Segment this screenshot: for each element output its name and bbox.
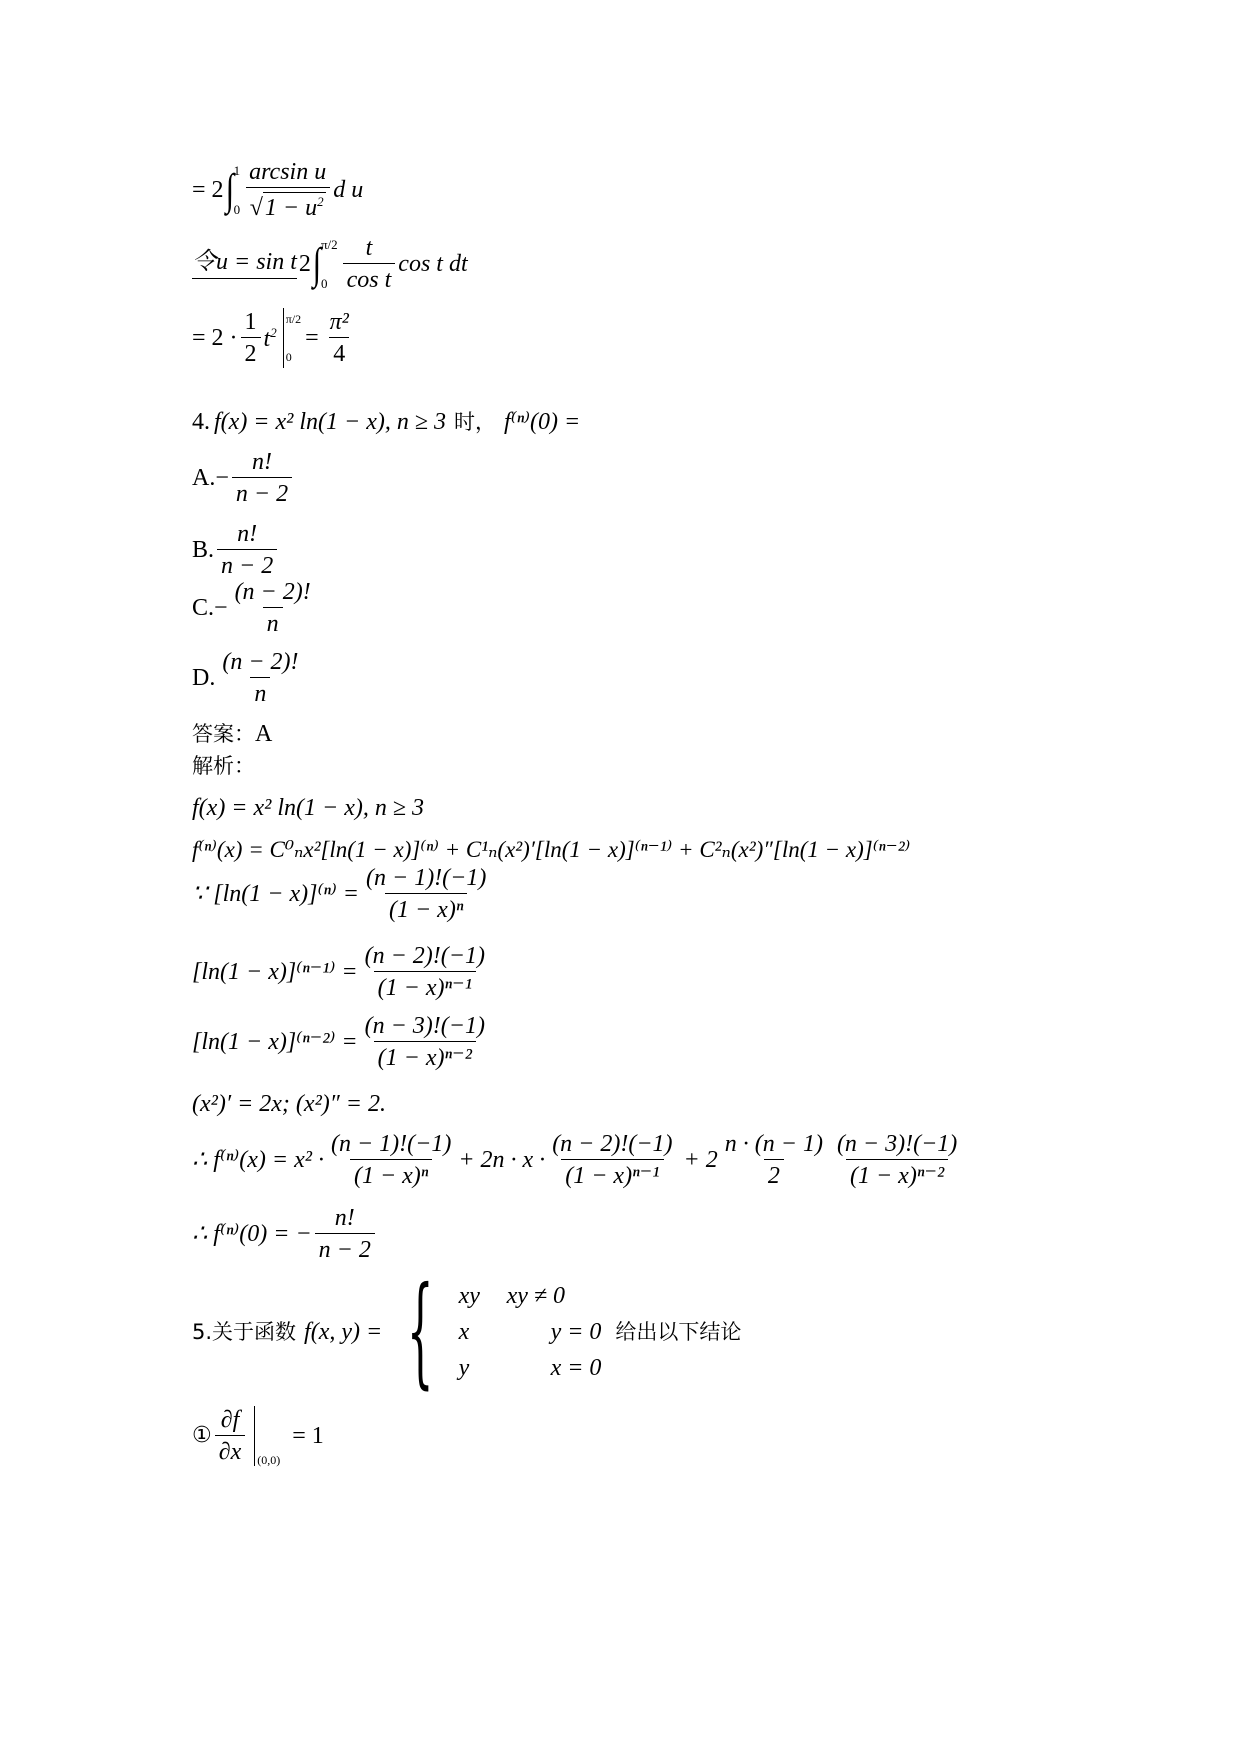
step-lhs: [ln(1 − x)]⁽ⁿ⁻²⁾ = — [192, 1029, 358, 1055]
step-lhs: ∵ [ln(1 − x)]⁽ⁿ⁾ = — [192, 881, 359, 907]
solution-step-1 — [192, 796, 424, 820]
option-label: B. — [192, 537, 215, 563]
step-lhs: [ln(1 − x)]⁽ⁿ⁻¹⁾ = — [192, 959, 358, 985]
solution-step-5 — [192, 1014, 492, 1070]
substitution-label: 令u = sin t — [192, 250, 297, 279]
result-fraction — [326, 310, 353, 366]
solution-step-2 — [192, 838, 910, 861]
option-fraction — [231, 580, 315, 636]
question-prefix: 5.关于函数 — [192, 1319, 297, 1344]
step-text: f⁽ⁿ⁾(x) = C⁰ₙx²[ln(1 − x)]⁽ⁿ⁾ + C¹ₙ(x²)′[ln(1 − x)]⁽ⁿ⁻¹⁾ + C²ₙ(x²)″[ln(1 − x)]⁽ⁿ⁻²⁾ — [192, 837, 911, 862]
lower-limit: 0 — [233, 202, 241, 217]
differential: d u — [333, 177, 364, 203]
case-cond: x = 0 — [550, 1355, 602, 1381]
evaluation-point: (0,0) — [257, 1453, 281, 1467]
option-fraction — [232, 450, 292, 506]
option-sign: − — [215, 465, 229, 491]
denominator: n − 2 — [315, 1233, 375, 1262]
eq-prefix: = 2 — [192, 177, 224, 203]
denominator: cos t — [343, 263, 396, 292]
lower-limit: 0 — [320, 276, 328, 291]
step-plus: + 2 — [683, 1147, 718, 1173]
option-d[interactable] — [192, 650, 306, 706]
analysis-heading — [192, 756, 255, 777]
solution-step-8 — [192, 1206, 378, 1262]
integral-sign: ∫ — [312, 239, 322, 288]
integral-limits — [321, 238, 338, 290]
option-fraction — [217, 522, 277, 578]
numerator: n · (n − 1) — [724, 1131, 823, 1157]
evaluation-bar — [283, 308, 284, 368]
integrand-tail: cos t dt — [398, 251, 468, 277]
q5-item-1 — [192, 1406, 324, 1466]
step-fraction-1 — [327, 1132, 455, 1188]
question-target: f⁽ⁿ⁾(0) = — [504, 409, 581, 435]
numerator: n! — [251, 449, 272, 475]
variable: $t^2$ — [263, 324, 277, 352]
integral-line-2 — [192, 236, 468, 292]
answer-value: A — [255, 721, 273, 747]
fraction — [245, 160, 330, 220]
denominator: n — [250, 677, 270, 706]
case-expr: xy — [458, 1283, 480, 1309]
integral-sign: ∫ — [225, 165, 234, 214]
sqrt: √ $1 - u^2$ — [249, 194, 324, 221]
q4-stem — [192, 410, 580, 434]
step-fraction — [361, 1014, 489, 1070]
denominator: (1 − x)ⁿ⁻² — [846, 1159, 948, 1188]
denominator: 2 — [764, 1159, 784, 1188]
step-text: f(x) = x² ln(1 − x), n ≥ 3 — [192, 795, 425, 821]
upper-limit: π/2 — [285, 312, 302, 326]
option-label: D. — [192, 665, 216, 691]
denominator: (1 − x)ⁿ — [385, 893, 467, 922]
upper-limit: π/2 — [320, 237, 338, 252]
eq-prefix: = 2 · — [192, 325, 238, 351]
denominator: 4 — [329, 337, 349, 366]
numerator: (n − 3)!(−1) — [364, 1013, 485, 1039]
circled-number: ① — [192, 1423, 212, 1448]
step-fraction-2 — [548, 1132, 676, 1188]
option-c[interactable] — [192, 580, 318, 636]
analysis-label: 解析： — [192, 754, 255, 778]
numerator: n! — [334, 1205, 355, 1231]
numerator: (n − 2)! — [234, 579, 311, 605]
exponent: 2 — [317, 194, 324, 209]
item-value: = 1 — [292, 1423, 324, 1449]
case-cond: y = 0 — [550, 1319, 602, 1345]
denominator: ∂x — [215, 1435, 246, 1464]
piecewise-cases — [459, 1284, 602, 1380]
solution-step-6 — [192, 1092, 386, 1116]
answer-line — [192, 722, 272, 746]
integral-limits — [234, 164, 241, 216]
numerator: ∂f — [220, 1407, 240, 1433]
upper-limit: 1 — [233, 163, 241, 178]
solution-step-4 — [192, 944, 492, 1000]
step-text: (x²)′ = 2x; (x²)″ = 2. — [192, 1091, 386, 1117]
coef: 2 — [298, 251, 311, 277]
step-lhs: ∴ f⁽ⁿ⁾(x) = x² · — [192, 1147, 324, 1173]
evaluation-bar — [254, 1406, 255, 1466]
option-a[interactable] — [192, 450, 295, 506]
numerator: (n − 1)!(−1) — [330, 1131, 452, 1157]
answer-label: 答案： — [192, 721, 255, 746]
denominator: n − 2 — [217, 549, 277, 578]
radicand: 1 − u — [264, 195, 318, 221]
denominator: n − 2 — [232, 477, 292, 506]
q5-stem — [192, 1262, 742, 1401]
question-number: 4. — [192, 409, 210, 435]
case-cond: xy ≠ 0 — [506, 1283, 566, 1309]
case-expr: y — [458, 1355, 470, 1381]
numerator: arcsin u — [249, 159, 327, 185]
option-b[interactable] — [192, 522, 280, 578]
step-fraction — [361, 944, 489, 1000]
numerator: (n − 2)!(−1) — [552, 1131, 673, 1157]
lower-limit: 0 — [285, 350, 292, 364]
option-label: C. — [192, 595, 215, 621]
integral-line-1 — [192, 160, 363, 220]
denominator: (1 − x)ⁿ⁻¹ — [561, 1159, 663, 1188]
numerator: (n − 3)!(−1) — [836, 1131, 958, 1157]
evaluation-limits — [286, 313, 301, 363]
numerator: (n − 1)!(−1) — [366, 865, 487, 891]
fraction-half — [241, 310, 261, 366]
step-fraction — [362, 866, 490, 922]
evaluation-point-wrap — [257, 1406, 280, 1466]
denominator: (1 − x)ⁿ⁻¹ — [374, 971, 476, 1000]
step-fraction-4 — [833, 1132, 961, 1188]
numerator: π² — [329, 309, 349, 335]
denominator: (1 − x)ⁿ⁻² — [374, 1041, 476, 1070]
left-brace: { — [407, 1262, 434, 1401]
option-label: A. — [192, 465, 216, 491]
numerator: 1 — [244, 309, 257, 335]
partial-derivative — [215, 1408, 246, 1464]
solution-step-7 — [192, 1132, 964, 1188]
question-suffix: 给出以下结论 — [615, 1319, 742, 1344]
question-function: f(x) = x² ln(1 − x), n ≥ 3 — [214, 409, 447, 435]
integral-line-3 — [192, 308, 356, 368]
numerator: n! — [237, 521, 258, 547]
step-middle: + 2n · x · — [458, 1147, 546, 1173]
denominator: 2 — [241, 337, 261, 366]
step-fraction-3 — [721, 1132, 827, 1188]
case-expr: x — [458, 1319, 470, 1345]
option-sign: − — [214, 595, 228, 621]
numerator: (n − 2)! — [222, 649, 299, 675]
question-condition: 时， — [454, 409, 497, 434]
equals: = — [305, 325, 319, 351]
step-lhs: ∴ f⁽ⁿ⁾(0) = − — [192, 1221, 312, 1247]
numerator: t — [365, 235, 373, 261]
denominator — [246, 187, 330, 220]
step-fraction — [315, 1206, 375, 1262]
solution-step-3 — [192, 866, 493, 922]
numerator: (n − 2)!(−1) — [364, 943, 485, 969]
denominator: n — [263, 607, 283, 636]
option-fraction — [218, 650, 302, 706]
fraction — [343, 236, 396, 292]
denominator: (1 − x)ⁿ — [350, 1159, 432, 1188]
question-function: f(x, y) = — [304, 1319, 383, 1345]
